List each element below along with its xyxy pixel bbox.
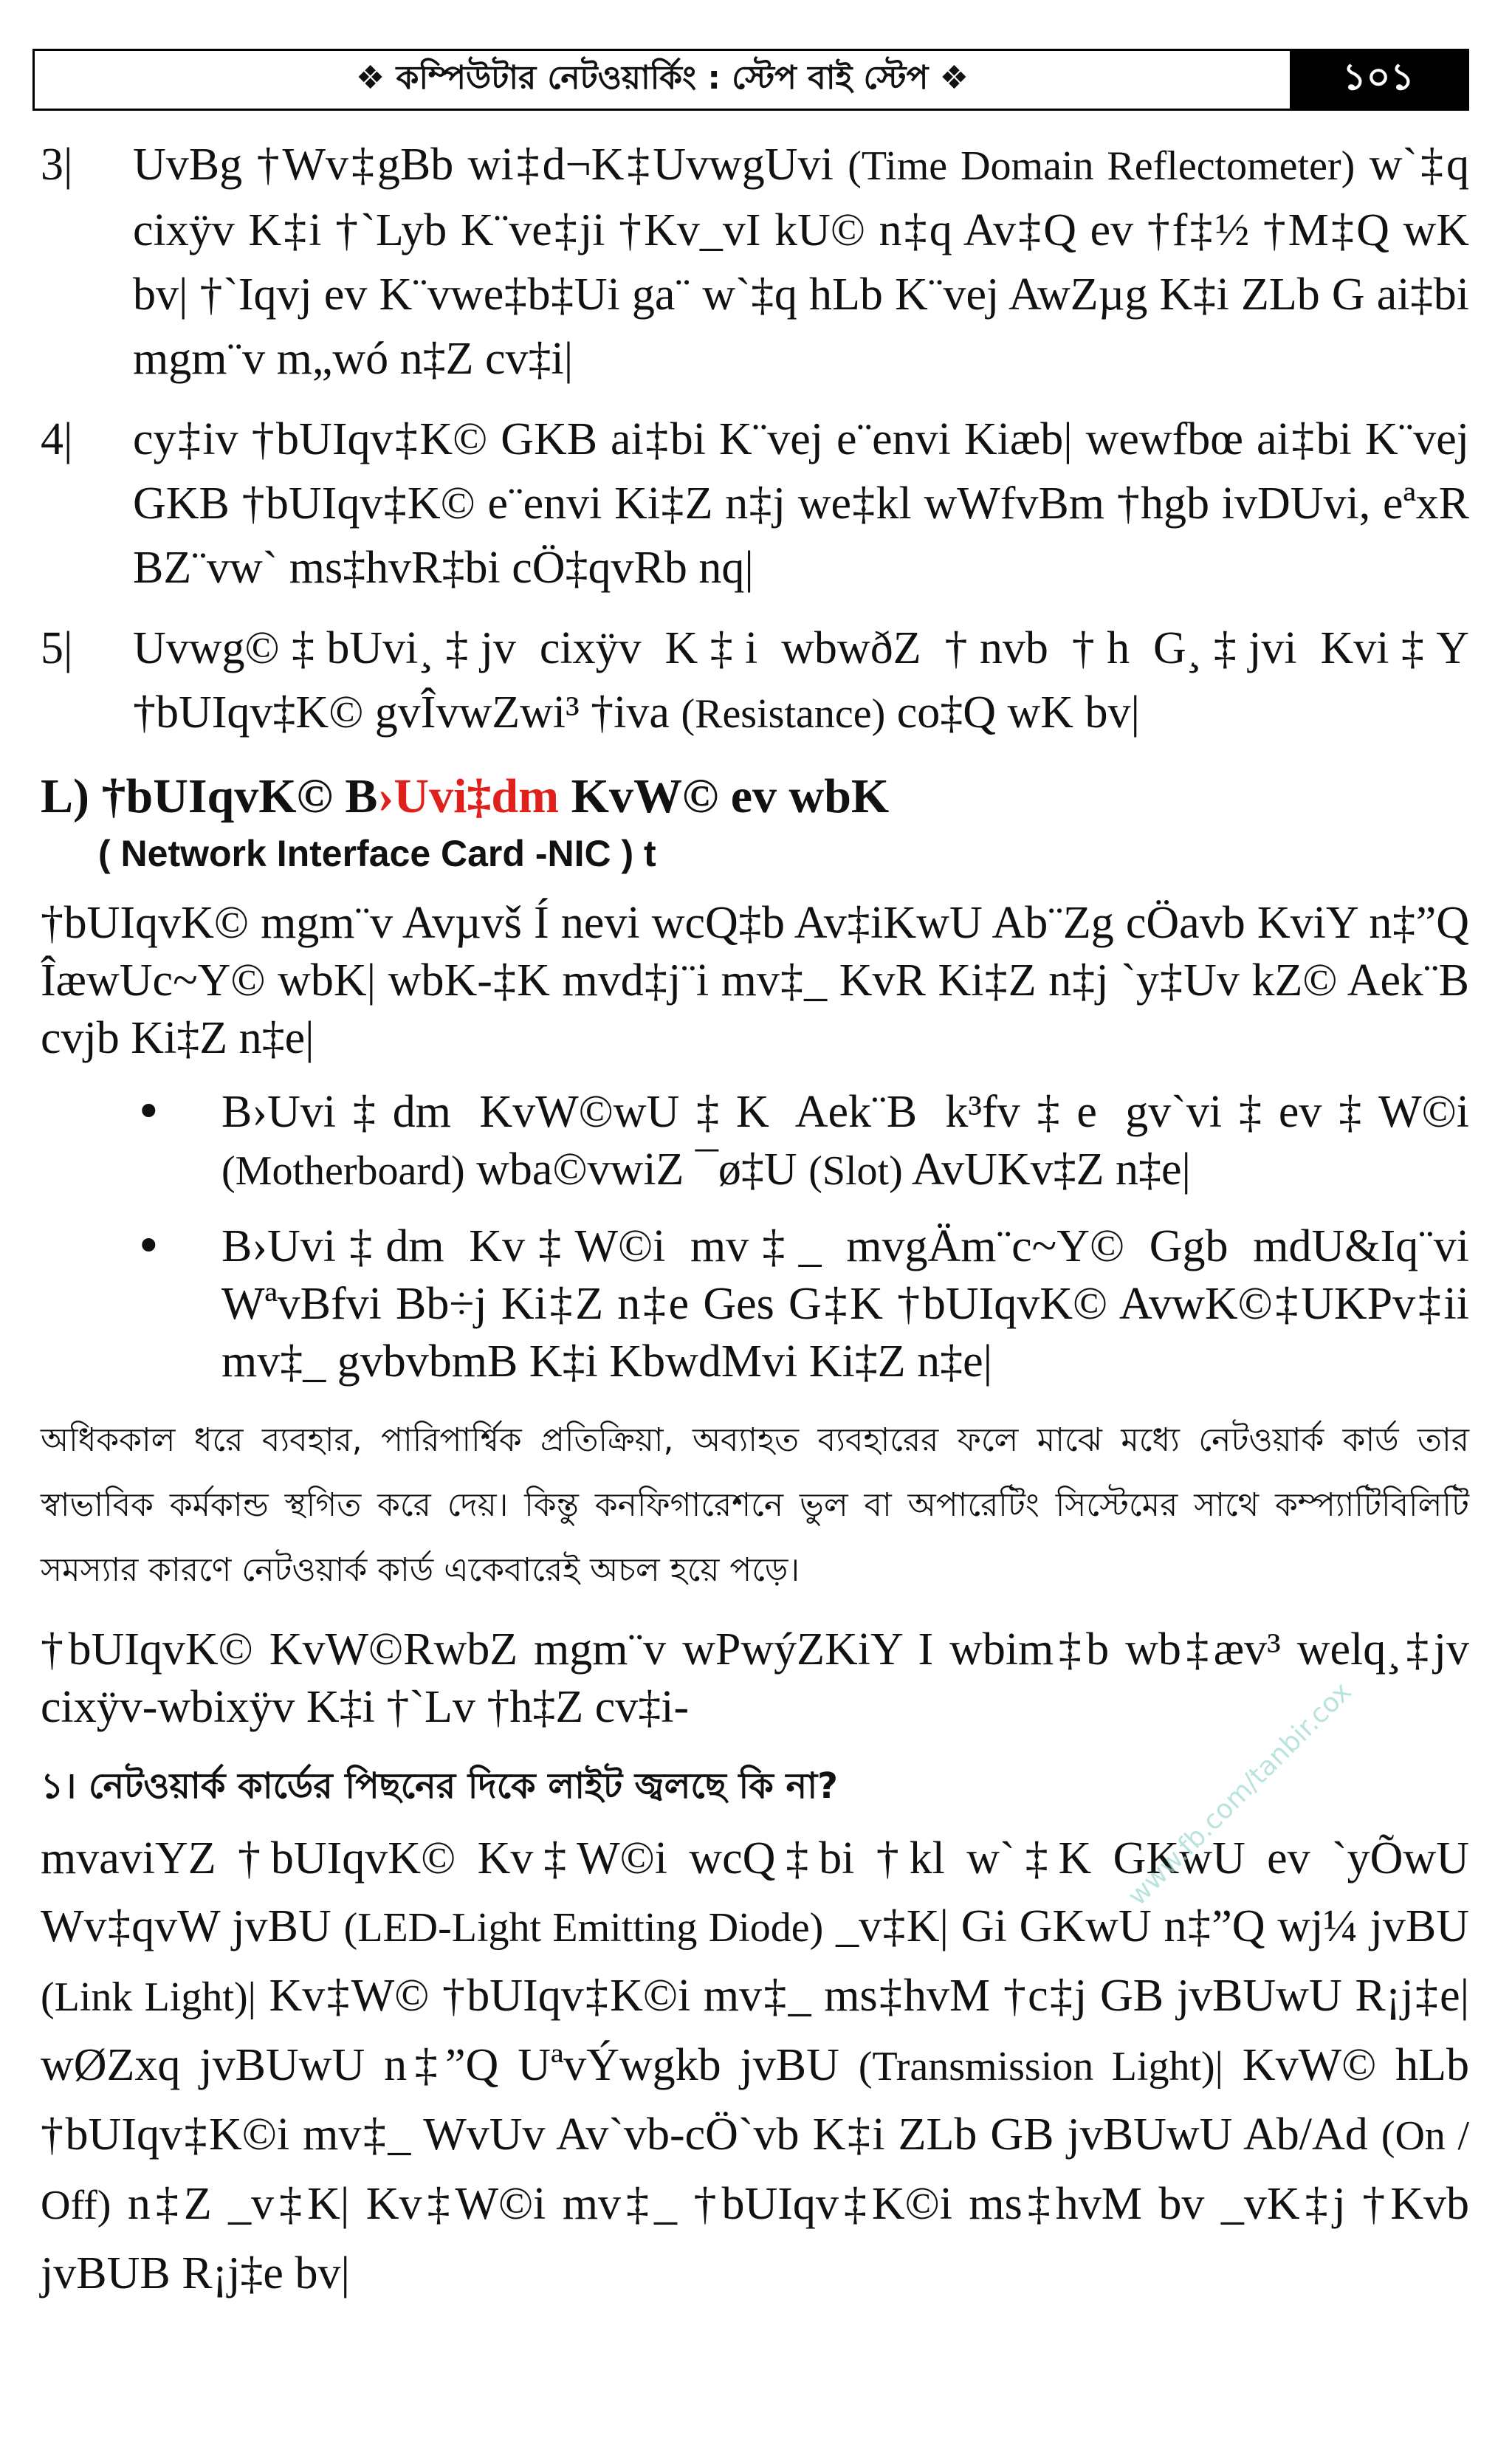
bullet-icon: • [135,1085,162,1139]
led-text-part: KvW© hLb †bUIqv‡K©i mv‡_ WvUv Av`vb-cÖ`vb K‡i ZLb GB jvBUwU Ab/Ad [41,2040,1469,2160]
led-text-part: n‡Z _v‡K| Kv‡W©i mv‡_ †bUIqv‡K©i ms‡hvM bv _vK‡j †Kvb jvBUB R¡j‡e bv| [41,2179,1469,2298]
bullet-english-term: (Slot) [808,1148,903,1194]
section-subheading: ( Network Interface Card -NIC ) t [98,833,656,874]
bullet-text-part: AvUKv‡Z n‡e| [911,1144,1191,1195]
section-heading [41,763,1469,831]
bullet-list [41,1083,1469,1390]
bullet-icon: • [135,1219,162,1273]
led-english-term: (Link Light)| [41,1974,256,2020]
led-english-term: (On / Off) [41,2113,1470,2228]
led-text-part: mvaviYZ †bUIqvK© Kv‡W©i wcQ‡bi †kl w`‡K GKwU ev `yÕwU Wv‡qvW jvBU [41,1833,1469,1951]
item-english-term: (Resistance) [681,691,886,737]
led-paragraph [41,1824,1469,2307]
led-english-term: (Transmission Light)| [858,2044,1223,2090]
bullet-item [41,1083,1469,1200]
watermark: www.fb.com/tanbir.cox [1122,1676,1358,1912]
item-text [133,133,1469,391]
bullet-text-part: B›Uvi‡dm KvW©wU‡K Aek¨B k³fv‡e gv`vi‡ev‡W©i [221,1087,1469,1137]
header-title: ❖ কম্পিউটার নেটওয়ার্কিং : স্টেপ বাই স্টেপ ❖ [355,58,969,97]
item-text-part: w`‡q cixÿv K‡i †`Lyb K¨ve‡ji †Kv_vI kU© n‡q Av‡Q ev †f‡½ †M‡Q wK bv| †`Iqvj ev K¨vwe‡b‡Ui ga¨ w`‡q hLb K¨vej AwZµg K‡i ZLb G ai‡bi mgm¨v m„wó n‡Z cv‡i| [133,140,1470,384]
list-item [41,617,1469,746]
heading-red-part: ›Uvi‡dm [377,769,560,823]
bullet-text [221,1218,1469,1390]
intro-paragraph: †bUIqvK© mgm¨v Avµvš Í nevi wcQ‡b Av‡iKwU Ab¨Zg cÖavb KviY n‡”Q ÎæwUc~Y© wbK| wbK-‡K mvd‡j¨i mv‡_ KvR Ki‡Z n‡j `y‡Uv kZ© Aek¨B cvjb Ki‡Z n‡e| [41,898,1469,1063]
heading-suffix: KvW© ev wbK [559,769,890,823]
item-text [133,408,1469,600]
item-text-part: UvBg †Wv‡gBb wi‡d¬K‡UvwgUvi [133,140,834,190]
list-item [41,408,1469,600]
subsection-heading: ১। নেটওয়ার্ক কার্ডের পিছনের দিকে লাইট জ্বলছে কি না? [41,1765,838,1807]
item-number: 3| [41,140,73,190]
item-number: 4| [41,414,73,464]
item-text [133,617,1469,746]
heading-prefix: L) †bUIqvK© B [41,769,378,823]
bullet-text [221,1083,1469,1200]
list-item [41,133,1469,391]
led-english-term: (LED-Light Emitting Diode) [343,1905,824,1951]
led-text-part: Kv‡W© †bUIqv‡K©i mv‡_ ms‡hvM †c‡j GB jvBUwU R¡j‡e| wØZxq jvBUwU n‡”Q UªvÝwgkb jvBU [41,1971,1470,2090]
bullet-text-part: wba©vwiZ ¯ø‡U [476,1144,797,1195]
bengali-paragraph: অধিককাল ধরে ব্যবহার, পারিপার্শ্বিক প্রতিক্রিয়া, অব্যাহত ব্যবহারের ফলে মাঝে মধ্যে নেটওয়ার্ক কার্ড তার স্বাভাবিক কর্মকান্ড স্থগিত করে দেয়। কিন্তু কনফিগারেশনে ভুল বা অপারেটিং সিস্টেমের সাথে কম্প্যাটিবিলিটি সমস্যার কারণে নেটওয়ার্ক কার্ড একেবারেই অচল হয়ে পড়ে। [41,1421,1469,1589]
page-content [41,133,1469,2324]
page-number: ১০১ [1290,51,1467,109]
item-text-part: co‡Q wK bv| [896,687,1140,738]
item-text-part: Uvwg©‡bUvi¸‡jv cixÿv K‡i wbwðZ †nvb †h G¸‡jvi Kvi‡Y †bUIqv‡K© gvÎvwZwi³ †iva [133,623,1469,738]
bullet-english-term: (Motherboard) [221,1148,465,1194]
led-text-part: _v‡K| Gi GKwU n‡”Q wj¼ jvBU [836,1901,1470,1951]
item-number: 5| [41,623,73,673]
item-english-term: (Time Domain Reflectometer) [848,143,1355,189]
bullet-text-part: B›Uvi‡dm Kv‡W©i mv‡_ mvgÄm¨c~Y© Ggb mdU&Iq¨vi WªvBfvi Bb÷j Ki‡Z n‡e Ges G‡K †bUIqvK© AvwK©‡UKPv‡ii mv‡_ gvbvbmB K‡i KbwdMvi Ki‡Z n‡e| [221,1221,1469,1387]
card-paragraph: †bUIqvK© KvW©RwbZ mgm¨v wPwýZKiY I wbim‡b wb‡æv³ welq¸‡jv cixÿv-wbixÿv K‡i †`Lv †h‡Z cv‡i- [41,1624,1469,1732]
page-header [32,49,1469,111]
bullet-item [41,1218,1469,1390]
item-text-part: cy‡iv †bUIqv‡K© GKB ai‡bi K¨vej e¨envi Kiæb| wewfbœ ai‡bi K¨vej GKB †bUIqv‡K© e¨envi Ki‡Z n‡j we‡kl wWfvBm †hgb ivDUvi, eªxR BZ¨vw` ms‡hvR‡bi cÖ‡qvRb nq| [133,414,1469,593]
